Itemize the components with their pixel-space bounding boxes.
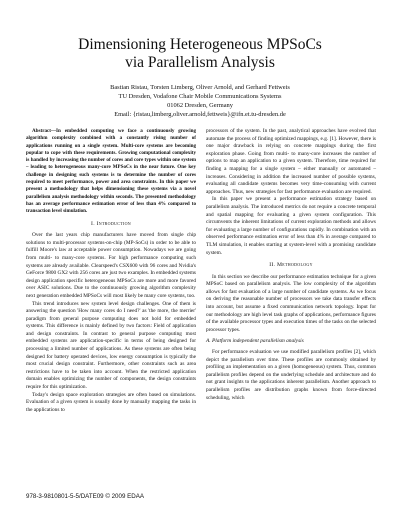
intro-paragraph-5: In this paper we present a performance estimation strategy based on parallelism analysis. The introduced metrics do not require a concrete temporal and spatial mapping for evaluating a given system configuration. This circumvents the inherent limitations of current exploration methods and allows for evaluating a large number of configurations rapidly. In combination with an observed performance estimation error of less than 4% in average compared to TLM simulation, it enables starting at system-level with a promising candidate system. [206,196,376,256]
author-block [30,83,370,119]
title-line-1: Dimensioning Heterogeneous MPSoCs [78,36,322,53]
intro-paragraph-3: Today's design space exploration strategies are often based on simulations. Evaluation of a given system is usually done by manually mapping the tasks in the applications to [26,391,196,413]
intro-paragraph-1: Over the last years chip manufacturers have moved from single chip solutions to multi-processor systems-on-chip (MP-SoCs) in order to be able to fulfill Moore's law at acceptable power consumption. Nowadays we are going from multi- to many-core systems. For high performance computing such systems are already available. Clearspeed's CSX600 with 96 cores and Nvidia's GeForce 9800 GX2 with 256 cores are just two examples. In embedded systems design application specific heterogeneous MPSoCs are more and more favored over ASIC solutions. Due to the continuously growing algorithm complexity next generation embedded MPSoCs will most likely be many core systems, too. [26,232,196,299]
methodology-paragraph-1: In this section we describe our performance estimation technique for a given MPSoC based on parallelism analysis. The low complexity of the algorithm allows for fast evaluation of a large number of candidate systems. As we focus on deriving the reasonable number of processors we take data transfer effects into account, but assume a fixed communication network topology. Input for our methodology are high level task graphs of applications, performance figures of the available processor types and execution times of the tasks on the selected processor types. [206,273,376,333]
title-line-2: via Parallelism Analysis [125,54,275,71]
section-heading-introduction: I. Introduction [91,220,131,227]
copyright-footer: 978-3-9810801-5-5/DATE09 © 2009 EDAA [26,493,144,500]
right-column [206,128,376,402]
intro-paragraph-4: processors of the system. In the past, analytical approaches have evolved that automate the process of finding optimized mappings, e.g. [1]. However, there is one major drawback in relying on concrete mappings during the first exploration phase. Going from multi- to many-core increases the number of options to map an application to a given system. Therefore, time required for finding a mapping for a single system – either manually or automated – increases. Considering in addition the increased number of possible systems, evaluating all candidate systems becomes very time-consuming with current approaches. Thus, new strategies for fast performance evaluation are required. [206,128,376,195]
author-names: Bastian Ristau, Torsten Limberg, Oliver Arnold, and Gerhard Fettweis [110,84,290,91]
subsection-heading: A. Platform independent parallelism analysis [206,338,304,345]
author-email: Email: {ristau,limberg,oliver.arnold,fettweis}@ifn.et.tu-dresden.de [114,111,286,118]
abstract: Abstract—In embedded computing we face a continuously growing algorithm complexity combined with a constantly rising number of applications running on a single system. Multi-core systems are becoming popular to cope with these requirements. Growing computational complexity is handled by increasing the number of cores and core types within one system – leading to heterogeneous many-core MPSoCs in the near future. One key challenge in designing such systems is to determine the number of cores required to meet performance, power and area constraints. In this paper we present a methodology that helps dimensioning these systems via a novel parallelism analysis methodology within seconds. The presented methodology has an average performance estimation error of less than 4% compared to transaction level simulation. [26,128,196,215]
affiliation-line-1: TU Dresden, Vodafone Chair Mobile Communications Systems [118,93,282,100]
left-column [26,128,196,414]
paper-title [30,36,370,72]
section-heading-methodology: II. Methodology [269,262,313,269]
intro-paragraph-2: This trend introduces new system level design challenges. One of them is answering the question 'How many cores do I need?' as 'the more, the merrier' paradigm from general purpose computing does not hold for embedded systems. This difference is mainly defined by two factors: Field of application and design constraints. In contrast to general purpose computing most embedded systems are application-specific in terms of being designed for processing a limited number of applications. As these systems are often being designed for battery operated devices, low energy consumption is typically the most crucial design constraint. Furthermore, other constraints such as area restrictions have to be taken into account. When the restricted application domain enables optimizing the number of components, the design constraints require for this optimization. [26,300,196,391]
methodology-paragraph-2: For performance evaluation we use modified parallelism profiles [2], which depict the parallelism over time. These profiles are commonly obtained by profiling an implementation on a given (homogeneous) system. Thus, common parallelism profiles depend on the underlying schedule and architecture and do not grant insights to the applications inherent parallelism. Another approach to parallelism profiles are distribution graphs known from force-directed scheduling, which [206,349,376,401]
affiliation-line-2: 01062 Dresden, Germany [167,102,233,109]
